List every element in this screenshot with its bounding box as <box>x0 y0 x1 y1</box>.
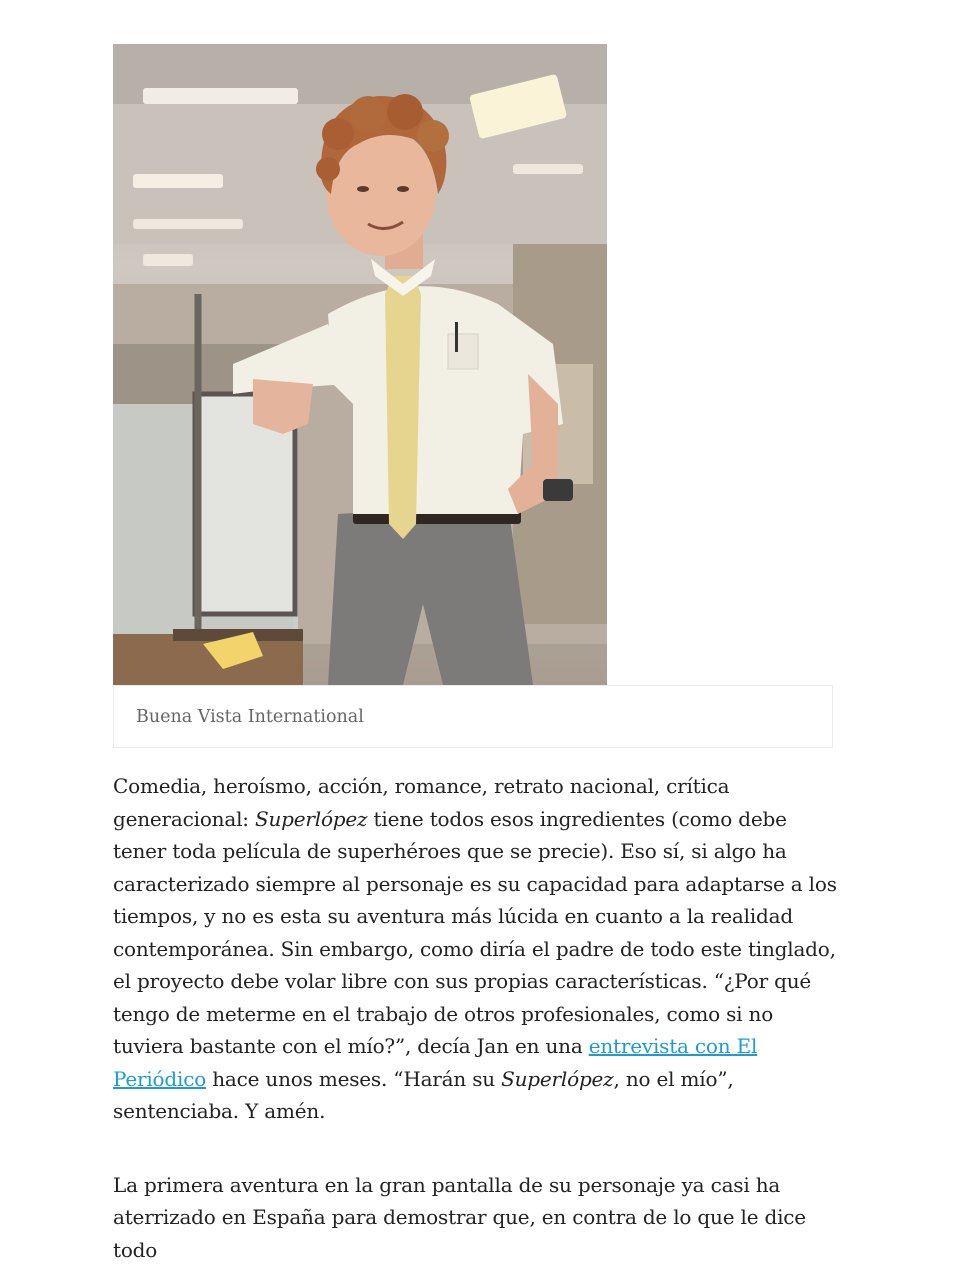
title-emphasis: Superlópez <box>501 1066 614 1091</box>
article-photo <box>113 44 607 685</box>
article-figure <box>113 44 833 748</box>
title-emphasis: Superlópez <box>254 806 368 831</box>
interview-link[interactable]: entrevista con El Periódico <box>113 1034 758 1091</box>
article-body <box>113 770 843 1266</box>
paragraph-text: Comedia, heroísmo, acción, romance, retrato nacional, crítica generacional: <box>113 774 730 831</box>
paragraph-text: hace unos meses. “Harán su <box>206 1066 502 1091</box>
paragraph-text: , no el mío”, sentenciaba. Y amén. <box>113 1066 734 1123</box>
photo-caption: Buena Vista International <box>136 706 364 727</box>
article-paragraph-2: La primera aventura en la gran pantalla de su personaje ya casi ha aterrizado en España para demostrar que, en contra de lo que le dice todo <box>113 1172 806 1262</box>
paragraph-text: tiene todos esos ingredientes (como debe tener toda película de superhéroes que se precie). Eso sí, si algo ha caracterizado siempre al personaje es su capacidad para adaptarse a los tiempos, y no es esta su aventura más lúcida en cuanto a la realidad contemporánea. Sin embargo, como diría el padre de todo este tinglado, el proyecto debe volar libre con sus propias características. “¿Por qué tengo de meterme en el trabajo de otros profesionales, como si no tuviera bastante con el mío?”, decía Jan en una <box>113 806 837 1058</box>
article-paragraph-1 <box>113 770 843 1128</box>
caption-box <box>113 685 833 748</box>
